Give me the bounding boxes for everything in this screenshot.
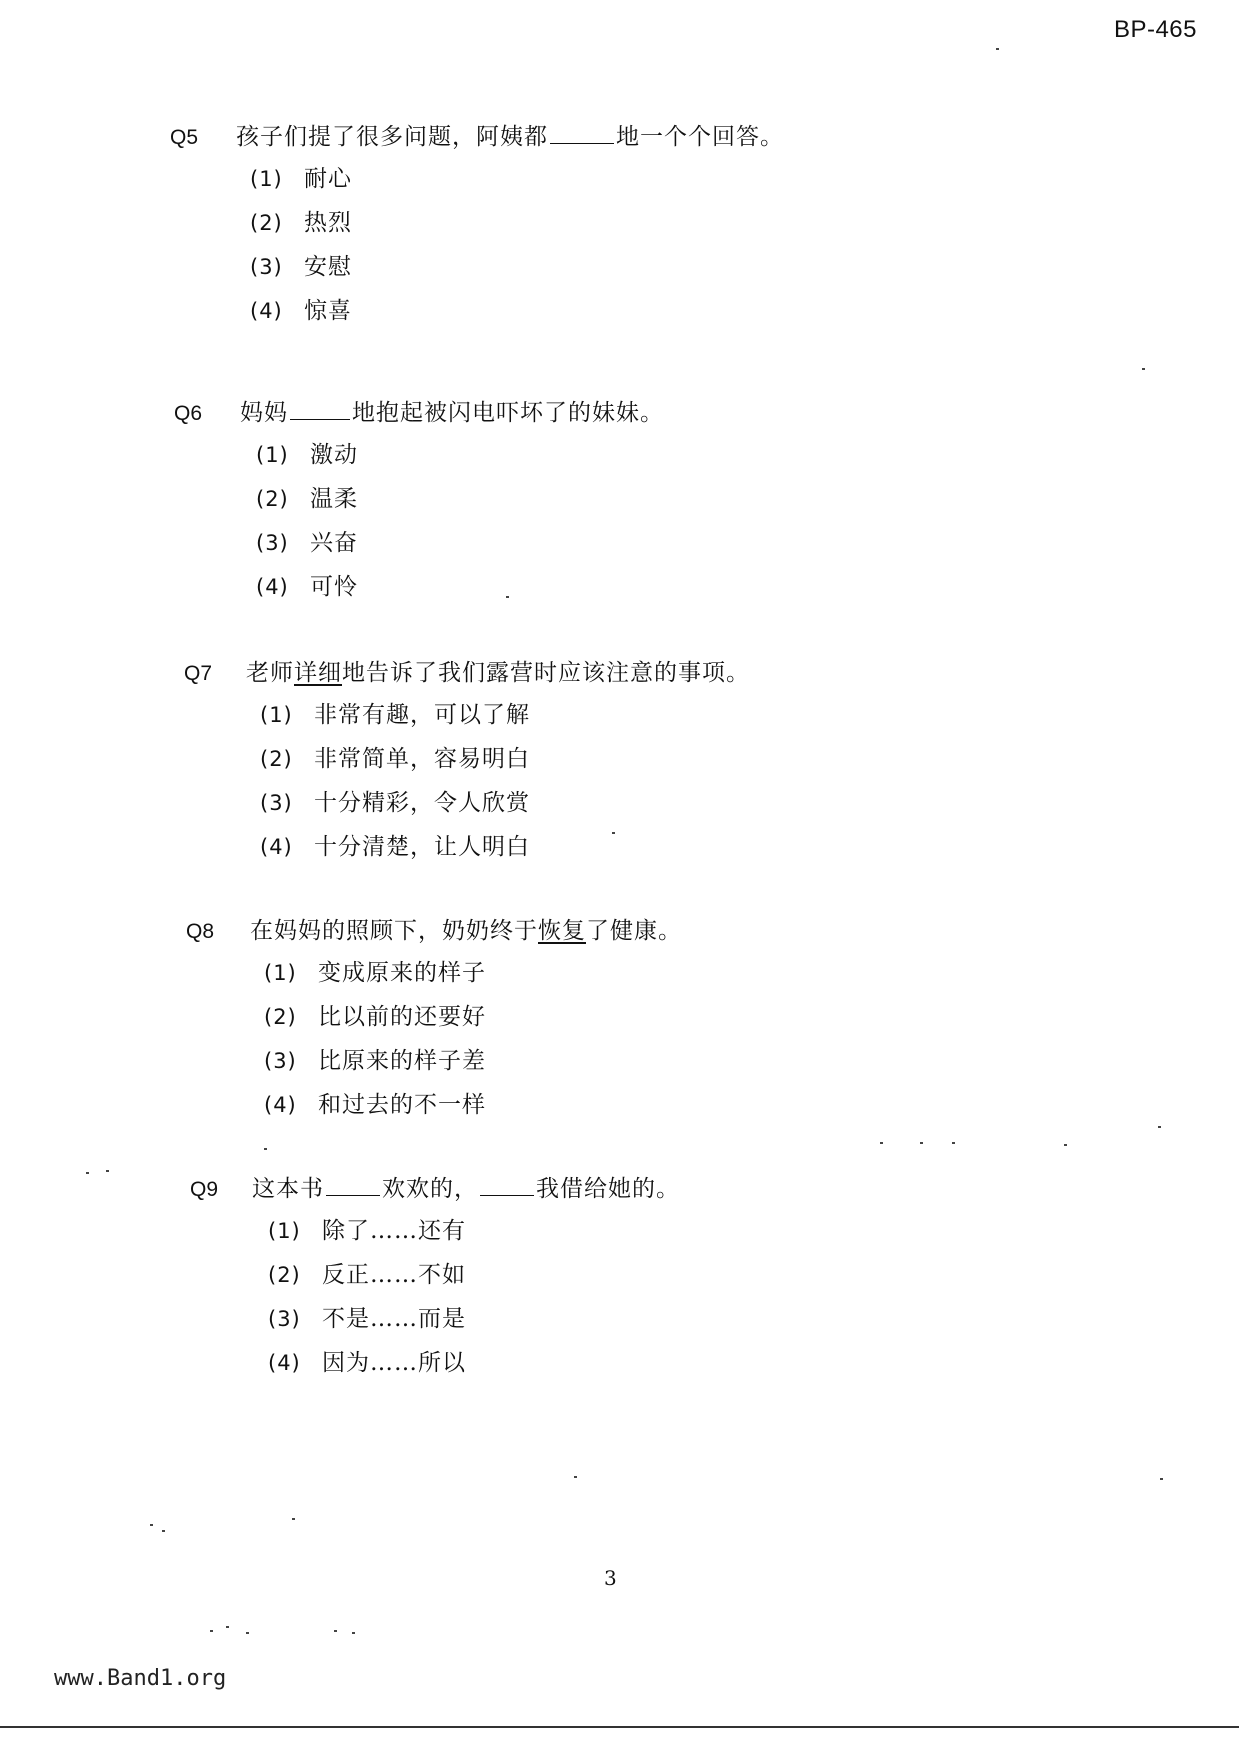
footer-rule: [0, 1726, 1239, 1728]
option-1: (1) 变成原来的样子: [264, 960, 486, 986]
scan-speck: [1142, 368, 1145, 370]
footer-site: www.Band1.org: [54, 1666, 227, 1691]
option-4: (4) 十分清楚，让人明白: [260, 834, 530, 860]
scan-speck: [86, 1172, 89, 1174]
scan-speck: [880, 1142, 883, 1144]
question-number: Q7: [184, 662, 213, 685]
question-text: 妈妈 地抱起被闪电吓坏了的妹妹。: [240, 400, 664, 426]
scan-speck: [210, 1630, 213, 1632]
underlined-word: 恢复: [538, 918, 586, 944]
scan-speck: [952, 1142, 955, 1144]
question-number: Q8: [186, 920, 215, 943]
scan-speck: [352, 1632, 355, 1634]
scan-speck: [506, 596, 509, 598]
question-text: 孩子们提了很多问题，阿姨都 地一个个回答。: [236, 124, 784, 150]
option-3: (3) 兴奋: [256, 530, 358, 556]
option-list: [256, 438, 1239, 614]
option-1: (1) 激动: [256, 442, 358, 468]
scan-speck: [996, 48, 999, 50]
option-2: (2) 反正……不如: [268, 1262, 466, 1288]
option-1: (1) 非常有趣，可以了解: [260, 702, 530, 728]
question-q5: [0, 118, 1239, 338]
question-text: 在妈妈的照顾下，奶奶终于恢复了健康。: [250, 918, 682, 944]
scan-speck: [612, 832, 615, 834]
underlined-word: 详细: [294, 660, 342, 686]
question-number: Q6: [174, 402, 203, 425]
scan-speck: [574, 1476, 577, 1478]
option-3: (3) 比原来的样子差: [264, 1048, 486, 1074]
scan-speck: [1158, 1126, 1161, 1128]
option-4: (4) 可怜: [256, 574, 358, 600]
option-list: [260, 698, 1239, 874]
option-3: (3) 十分精彩，令人欣赏: [260, 790, 530, 816]
scan-speck: [1160, 1478, 1163, 1480]
option-list: [268, 1214, 1239, 1390]
question-q6: [0, 394, 1239, 614]
question-number: Q9: [190, 1178, 219, 1201]
option-3: (3) 不是……而是: [268, 1306, 466, 1332]
option-2: (2) 温柔: [256, 486, 358, 512]
scan-speck: [106, 1170, 109, 1172]
scan-speck: [162, 1530, 165, 1532]
scan-speck: [150, 1524, 153, 1526]
option-4: (4) 因为……所以: [268, 1350, 466, 1376]
scan-speck: [264, 1148, 267, 1150]
answer-blank: [290, 418, 350, 420]
answer-blank-2: [480, 1194, 534, 1196]
option-1: (1) 耐心: [250, 166, 352, 192]
option-list: [264, 956, 1239, 1132]
question-text: 这本书 欢欢的， 我借给她的。: [252, 1176, 680, 1202]
question-q7: [0, 654, 1239, 874]
answer-blank: [550, 142, 614, 144]
option-2: (2) 比以前的还要好: [264, 1004, 486, 1030]
scan-speck: [226, 1626, 229, 1628]
scan-speck: [334, 1630, 337, 1632]
option-list: [250, 162, 1239, 338]
page-code: BP-465: [1113, 16, 1197, 43]
option-2: (2) 非常简单，容易明白: [260, 746, 530, 772]
option-4: (4) 和过去的不一样: [264, 1092, 486, 1118]
question-q9: [0, 1170, 1239, 1390]
option-1: (1) 除了……还有: [268, 1218, 466, 1244]
question-q8: [0, 912, 1239, 1132]
scan-speck: [246, 1632, 249, 1634]
scan-speck: [1064, 1144, 1067, 1146]
option-2: (2) 热烈: [250, 210, 352, 236]
scan-speck: [292, 1518, 295, 1520]
scan-speck: [920, 1142, 923, 1144]
question-text: 老师详细地告诉了我们露营时应该注意的事项。: [246, 660, 750, 686]
option-3: (3) 安慰: [250, 254, 352, 280]
question-number: Q5: [170, 126, 199, 149]
option-4: (4) 惊喜: [250, 298, 352, 324]
answer-blank-1: [326, 1194, 380, 1196]
page-number: 3: [604, 1566, 617, 1590]
